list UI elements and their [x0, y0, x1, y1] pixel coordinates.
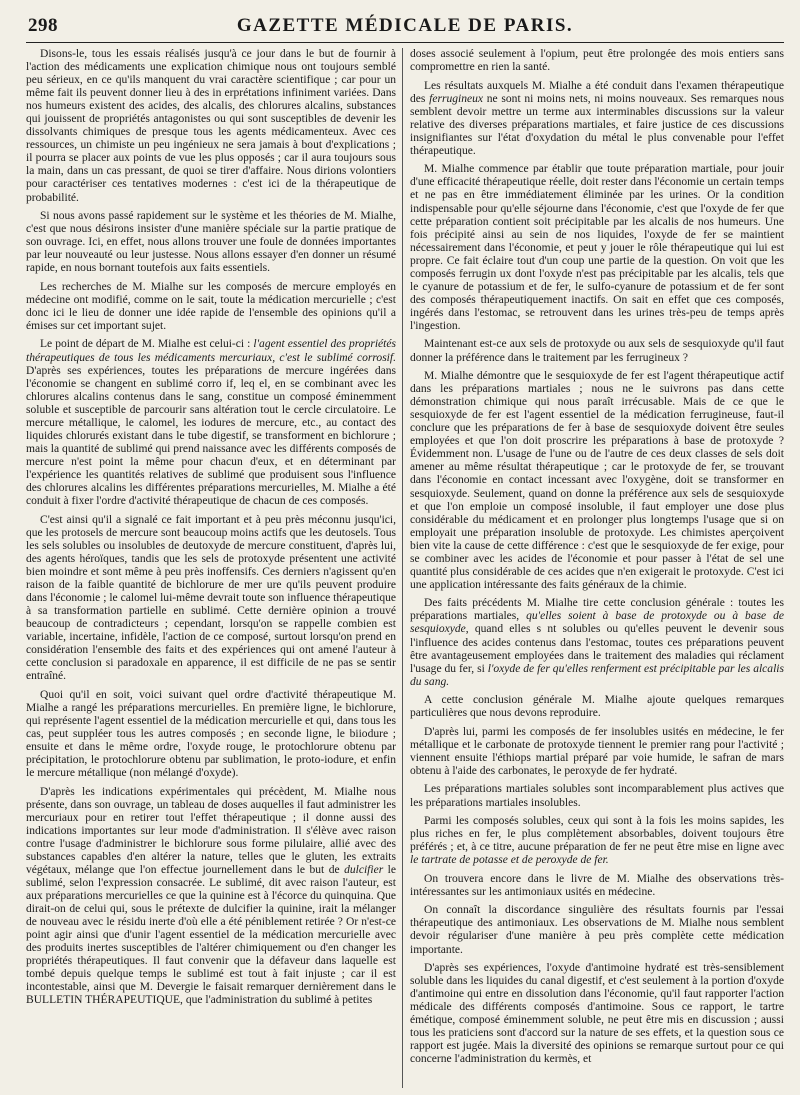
paragraph [410, 163, 784, 333]
paragraph [26, 514, 396, 684]
paragraph [26, 786, 396, 1008]
paragraph [410, 80, 784, 158]
page-number: 298 [28, 15, 58, 36]
paragraph [410, 873, 784, 899]
paragraph [410, 370, 784, 592]
paragraph-text: D'après lui, parmi les composés de fer insolubles usités en médecine, le fer métallique et le carbonate de protoxyde tiennent le premier rang pour l'activité ; viennent ensuite l'éthiops martial préparé par voie humide, le safran de mars obtenu à l'aide des carbonates, le peroxyde de fer hydraté. [410, 725, 784, 777]
column-divider [402, 48, 403, 1088]
paragraph [410, 904, 784, 956]
paragraph [26, 48, 396, 205]
paragraph-text: ne sont ni moins nets, ni moins nouveaux. Ses remarques nous semblent devoir mettre un terme aux interminables discussions sur la valeur relative des diverses préparations martiales, et faire justice de ces discussions insignifiantes sur l'état d'oxydation du métal le plus convenable pour l'effet thérapeutique. [410, 92, 784, 157]
paragraph-text: Maintenant est-ce aux sels de protoxyde ou aux sels de sesquioxyde qu'il faut donner la préférence dans le traitement par les ferrugineux ? [410, 338, 784, 364]
paragraph [410, 962, 784, 1066]
paragraph-text: M. Mialhe commence par établir que toute préparation martiale, pour jouir d'une efficacité thérapeutique réelle, doit rester dans l'économie un certain temps et ne pas en être immédiatement éliminée par les urines. Or la condition indispensable pour qu'elle séjourne dans l'économie, c'est que l'oxyde de fer que cette préparation contient soit précipitable par les alcalis de nos humeurs. Une fois précipité ainsi au sein de nos liquides, l'oxyde de fer se maintient nécessairement dans l'économie, et peut y jouer le rôle thérapeutique qui lui est propre. Ce fait éclaire tout d'un coup une partie de la question. On voit que les composés ferrugin ux dont l'oxyde n'est pas précipitable par les alcalis, tels que le cyanure de potassium et de fer, le sulfo-cyanure de potassium et de fer sont des composés thérapeutiquement inactifs. On sait en effet que ces composés, ingérés dans l'estomac, se retrouvent dans les urines très-peu de temps après l'ingestion. [410, 163, 784, 332]
paragraph-text: le sublimé, selon l'expression consacrée. Le sublimé, dit avec raison l'auteur, est aux préparations mercurielles ce que la quinine est à l'écorce du quinquina. Que dirait-on de celui qui, sous le prétexte de dulcifier la quinine, irait la mélanger de nouveau avec le résidu inerte d'où elle a été péniblement retirée ? Or n'est-ce point agir ainsi que d'unir l'agent essentiel de la médication mercurielle avec des produits inertes susceptibles de l'altérer chimiquement ou d'en changer les propriétés thérapeutiques. Il faut convenir que la défaveur dans laquelle est tombé depuis quelque temps le sublimé est tout à fait injuste ; car il est incontestable, ainsi que M. Devergie le faisait remarquer dernièrement dans le BULLETIN THÉRAPEUTIQUE, que l'administration du sublimé à petites [26, 863, 396, 1007]
paragraph-text: C'est ainsi qu'il a signalé ce fait important et à peu près méconnu jusqu'ici, que les protosels de mercure sont beaucoup moins actifs que les deutosels. Tous les sels solubles ou insolubles de deutoxyde de mercure constituent, d'après lui, des agents héroïques, tandis que les sels de protoxyde présentent une activité bien moindre et sont même à peu près inoffensifs. Ces derniers n'agissent qu'en raison de la faible quantité de bichlorure de mer ure qu'ils peuvent produire dans l'économie ; le calomel lui-même devrait toute son influence thérapeutique à sa transformation partielle en sublimé. Cette dernière opinion a trouvé beaucoup de contradicteurs ; cependant, lorsqu'on se rappelle combien est variable, incertaine, infidèle, l'action de ce composé, surtout lorsqu'on prend en considération l'ensemble des faits et des expériences qui ont amené l'auteur à cette conclusion si paradoxale en apparence, il est difficile de ne pas se sentir entraîné. [26, 513, 396, 683]
emphasized-text: l'oxyde de fer qu'elles renferment est précipitable par les alcalis du sang. [410, 662, 784, 688]
paragraph-text: D'après ses expériences, l'oxyde d'antimoine hydraté est très-sensiblement soluble dans les liquides du canal digestif, et c'est seulement à la portion d'oxyde d'antimoine qui entre en dissolution dans l'économie, qu'il faut rapporter l'action médicale des différents composés d'antimoine. Sous ce rapport, le tartre émétique, composé éminemment soluble, ne peut être mis en discussion ; aussi tous les praticiens sont d'accord sur la nature de ses effets, et la question sous ce rapport est jugée. Mais la diversité des opinions se remarque surtout pour ce qui concerne l'administration du kermès, et [410, 962, 784, 1066]
paragraph [410, 815, 784, 867]
paragraph [410, 726, 784, 778]
paragraph-text: Les préparations martiales solubles sont incomparablement plus actives que les préparations martiales insolubles. [410, 783, 784, 809]
paragraph [410, 783, 784, 809]
paragraph [26, 338, 396, 508]
paragraph-text: doses associé seulement à l'opium, peut être prolongée des mois entiers sans compromettre en rien la santé. [410, 48, 784, 74]
paragraph-text: Les recherches de M. Mialhe sur les composés de mercure employés en médecine ont modifié, comme on le sait, toute la médication mercurielle ; c'est donc ici le lieu de donner une idée rapide de l'ensemble des opinions qu'il a émises sur cet important sujet. [26, 280, 396, 332]
paragraph [26, 210, 396, 275]
paragraph [410, 48, 784, 74]
page-header [26, 10, 784, 43]
paragraph [26, 689, 396, 780]
emphasized-text: dulcifier [344, 863, 384, 876]
emphasized-text: l'agent essentiel des propriétés thérapeutiques de tous les médicaments mercuriaux, c'est le sublimé corrosif. [26, 338, 396, 364]
paragraph-text: Disons-le, tous les essais réalisés jusqu'à ce jour dans le but de fournir à l'action des médicaments une explication chimique nous ont toujours semblé peu sérieux, en ce qu'ils manquent du vrai caractère scientifique ; car pour un même fait ils peuvent donner lieu à des in erprétations infiniment variées. Dans nos humeurs existent des acides, des alcalis, des chlorures alcalins, substances qui jouissent de propriétés antagonistes ou qui sont susceptibles de devenir les dissolvants chimiques de presque tous les agents médicamenteux. Avec ces ressources, un chimiste un peu ingénieux ne sera jamais à bout d'explications ; il pourra se placer aux points de vue les plus opposés ; car il aura toujours sous la main, dans un cas pressant, de quoi se tirer d'affaire. Nous dirions volontiers pour caractériser ces tentatives modernes : c'est ici de la thérapeutique de probabilité. [26, 48, 396, 204]
paragraph-text: A cette conclusion générale M. Mialhe ajoute quelques remarques particulières que nous devons reproduire. [410, 694, 784, 720]
paragraph [410, 338, 784, 364]
emphasized-text: qu'elles soient à base de protoxyde ou à base de sesquioxyde [410, 610, 784, 636]
emphasized-text: ferrugineux [429, 92, 484, 105]
right-column [410, 48, 784, 1092]
paragraph-text: , quand elles s nt solubles ou qu'elles peuvent le devenir sous l'influence des acides contenus dans l'estomac, toutes ces préparations peuvent être avantageusement employées dans le traitement des maladies qui réclament l'usage du fer, si [410, 623, 784, 675]
paragraph [410, 694, 784, 720]
emphasized-text: le tartrate de potasse et de peroxyde de fer. [410, 854, 609, 867]
paragraph [26, 281, 396, 333]
paragraph-text: M. Mialhe démontre que le sesquioxyde de fer est l'agent thérapeutique actif dans les préparations martiales ; nous ne le suivrons pas dans cette démonstration chimique qui nous paraît irrécusable. Mais de ce que le sesquioxyde de fer est l'agent essentiel de la médication ferrugineuse, faut-il conclure que les préparations de fer à base de sesquioxyde doivent être seules employées et que l'on doit proscrire les préparations à base de protoxyde ? Évidemment non. L'usage de l'une ou de l'autre de ces deux classes de sels doit amener au même résultat thérapeutique ; car le protoxyde de fer, se trouvant dans l'économie en contact incessant avec l'oxygène, doit se transformer en sesquioxyde. Seulement, quand on donne la préférence aux sels de sesquioxyde et que l'on emploie un composé insoluble, il faut employer une dose plus considérable du médicament et en prolonger plus longtemps l'usage que si on employait une préparation insoluble de protoxyde. Les chimistes aperçoivent bien vite la cause de cette différence : c'est que le sesquioxyde de fer exige, pour se combiner avec les acides de l'économie et pour passer à l'état de sel une quantité plus considérable de ces acides que n'en exigerait le protoxyde. C'est ici une application intéressante des faits généraux de la chimie. [410, 370, 784, 591]
paragraph-text: Les résultats auxquels M. Mialhe a été conduit dans l'examen thérapeutique des [410, 79, 784, 105]
paragraph [410, 597, 784, 688]
paragraph-text: Parmi les composés solubles, ceux qui sont à la fois les moins sapides, les plus riches en fer, le plus complètement absorbables, doivent toujours être préférés ; et, à ce titre, aucune préparation de fer ne peut être mise en ligne avec [410, 815, 784, 854]
paragraph-text: On connaît la discordance singulière des résultats fournis par l'essai thérapeutique des antimoniaux. Les observations de M. Mialhe nous semblent devoir régulariser d'une manière à peu près complète cette médication importante. [410, 904, 784, 956]
paragraph-text: D'après ses expériences, toutes les préparations de mercure ingérées dans l'économie se changent en sublimé corro if, leq el, en se combinant avec les chlorures alcalins contenus dans le sang, constitue un composé éminemment soluble et susceptible de parcourir sans altération tout le cercle circulatoire. Le mercure métallique, le calomel, les iodures de mercure, etc., au contact des liquides chlorurés existant dans le tube digestif, se transforment en bichlorure ; mais la quantité de sublimé qui prend naissance avec les différents composés de mercure n'est point la même pour chacun d'eux, et en déterminant par l'expérience les quantités relatives de sublimé que produisent sous l'influence des chlorures alcalins les différentes préparations mercurielles, M. Mialhe a été conduit à fixer l'ordre d'activité thérapeutique de chacun de ces composés. [26, 364, 396, 508]
paragraph-text: D'après les indications expérimentales qui précèdent, M. Mialhe nous présente, dans son ouvrage, un tableau de doses auquelles il faut administrer les mercuriaux pour en retirer tout l'effet thérapeutique ; il donne aussi des indications importantes sur leur mode d'administration. Il s'élève avec raison contre l'usage d'administrer le bichlorure sous forme pilulaire, allié avec des substances capables d'en altérer la nature, telles que le gluten, les extraits végétaux, mélange que l'on effectue journellement dans le but de [26, 785, 396, 876]
paragraph-text: Si nous avons passé rapidement sur le système et les théories de M. Mialhe, c'est que nous désirons insister d'une manière spéciale sur la partie pratique de son ouvrage. Ici, en effet, nous allons trouver une foule de données importantes par leur nouveauté ou leur justesse. Nous allons essayer d'en donner un résumé rapide, en nous bornant toutefois aux faits essentiels. [26, 210, 396, 275]
paragraph-text: On trouvera encore dans le livre de M. Mialhe des observations très-intéressantes sur les antimoniaux usités en médecine. [410, 872, 784, 898]
journal-title: GAZETTE MÉDICALE DE PARIS. [236, 15, 574, 36]
paragraph-text: Des faits précédents M. Mialhe tire cette conclusion générale : toutes les préparations martiales, [410, 597, 784, 623]
paragraph-text: Quoi qu'il en soit, voici suivant quel ordre d'activité thérapeutique M. Mialhe a rangé les préparations mercurielles. En première ligne, le bichlorure, qui représente l'agent essentiel de la médication mercurielle et qui, dans tous les cas, peut suppléer tous les autres composés ; en seconde ligne, le biiodure ; ensuite et dans le même ordre, l'oxyde rouge, le protochlorure obtenu par précipitation, le protochlorure obtenu par sublimation, le proto-iodure, et enfin le mercure métallique (non mélangé d'oxyde). [26, 688, 396, 779]
paragraph-text: Le point de départ de M. Mialhe est celui-ci : [40, 338, 254, 351]
left-column [26, 48, 396, 1092]
